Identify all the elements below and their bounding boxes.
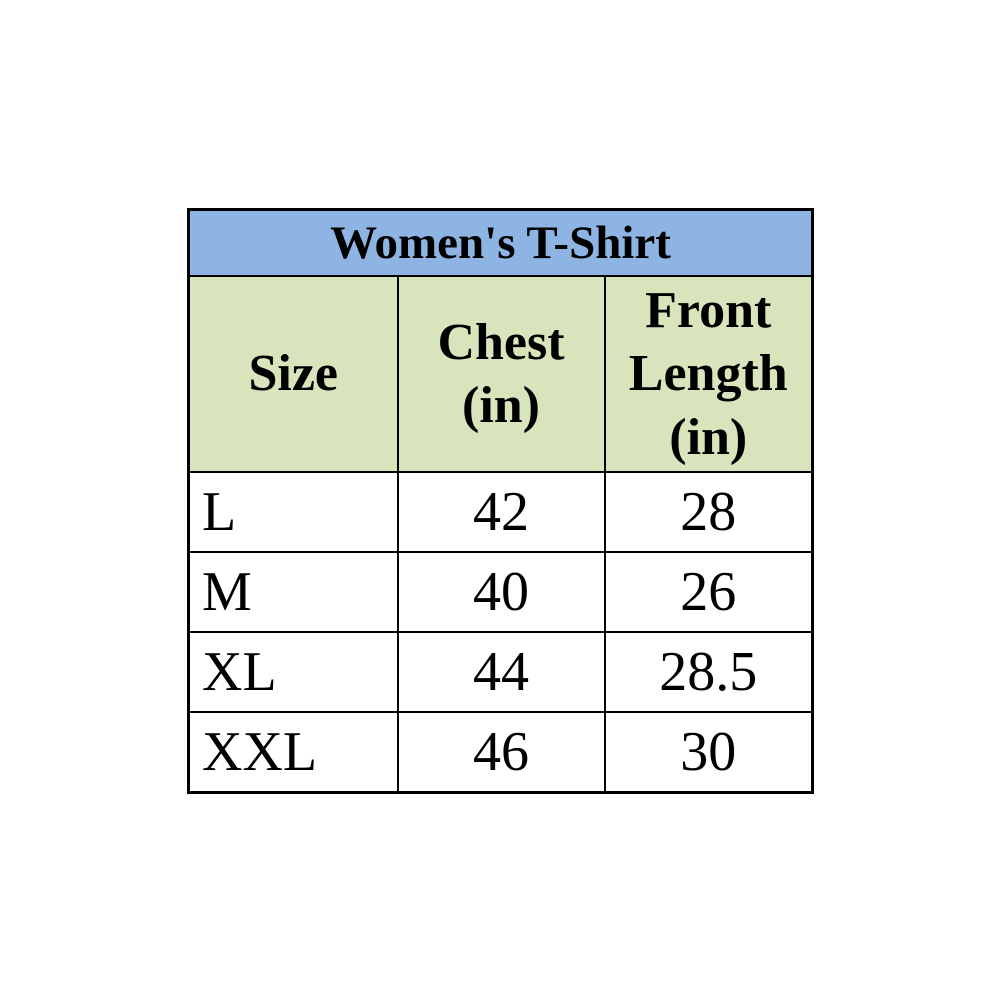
header-front-length-unit: (in) — [669, 408, 748, 466]
size-chart-table — [187, 208, 814, 794]
header-chest-label: Chest — [437, 313, 565, 371]
chest-cell: 40 — [398, 552, 605, 632]
table-row — [189, 712, 813, 793]
title-row — [189, 210, 813, 277]
size-cell: M — [189, 552, 398, 632]
column-header-chest — [398, 276, 605, 472]
front-length-cell: 30 — [605, 712, 813, 793]
chest-cell: 44 — [398, 632, 605, 712]
column-header-front-length — [605, 276, 813, 472]
header-front-label: Front — [645, 281, 772, 339]
table-row — [189, 552, 813, 632]
header-size-label: Size — [248, 345, 339, 403]
chest-cell: 46 — [398, 712, 605, 793]
table-row — [189, 472, 813, 552]
header-length-label: Length — [628, 345, 788, 403]
front-length-cell: 26 — [605, 552, 813, 632]
size-cell: L — [189, 472, 398, 552]
chest-cell: 42 — [398, 472, 605, 552]
table-title: Women's T-Shirt — [189, 210, 813, 277]
header-chest-unit: (in) — [462, 377, 540, 434]
column-header-size — [189, 276, 398, 472]
header-row — [189, 276, 813, 472]
front-length-cell: 28.5 — [605, 632, 813, 712]
size-cell: XXL — [189, 712, 398, 793]
table-row — [189, 632, 813, 712]
front-length-cell: 28 — [605, 472, 813, 552]
size-cell: XL — [189, 632, 398, 712]
